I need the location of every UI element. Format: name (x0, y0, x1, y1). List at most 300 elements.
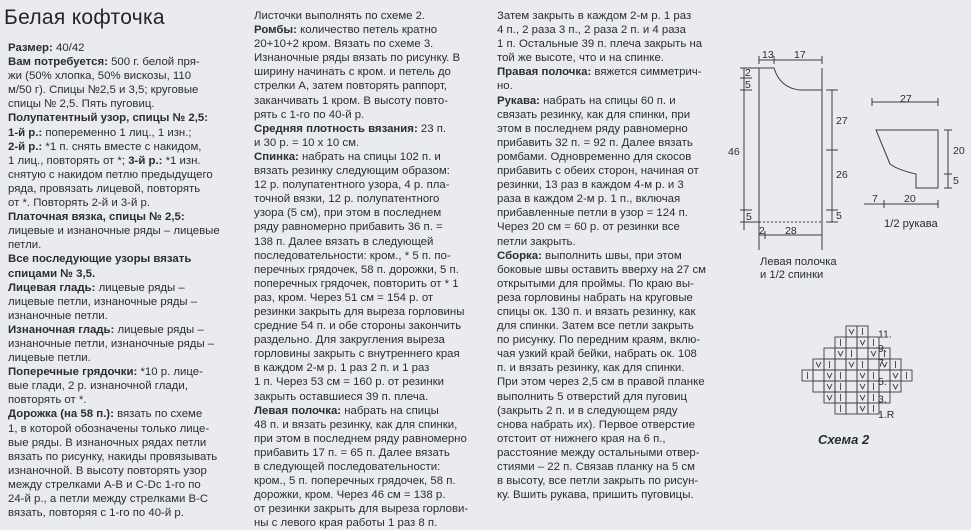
text-line (254, 9, 492, 23)
text-line (8, 281, 238, 295)
schema-symbol (893, 384, 898, 389)
text-line (254, 79, 492, 93)
schema-row-label: 5. (878, 376, 887, 388)
body-text: чая узкий край бейки, набрать ок. 108 (497, 348, 697, 361)
schema-symbol (893, 373, 898, 378)
body-text: 4 п., 2 раза 3 п., 2 раза 2 п. и 4 раза (497, 24, 686, 37)
text-line (8, 422, 238, 436)
text-line (8, 323, 238, 337)
text-line (254, 249, 492, 263)
body-text: точной вязки, 12 р. полупатентного (254, 193, 440, 206)
text-line (8, 126, 238, 140)
text-line (254, 460, 492, 474)
text-line (8, 210, 238, 224)
body-text: лицевые и изнаночные ряды – лицевые (8, 225, 220, 238)
body-text: 24-й р., а петли между стрелками В-С (8, 493, 209, 505)
body-text: от *. Повторять 2-й и 3-й р. (8, 197, 151, 210)
body-text: выполнить 5 отверстий для пуговиц (497, 390, 687, 403)
schema-cell (857, 348, 868, 359)
body-text: горловины закрыть с внутреннего края (254, 348, 460, 361)
body-text: для спинки. Затем все петли закрыть (497, 320, 694, 333)
bold-heading-text: 2-й р.: (8, 140, 46, 153)
text-line (8, 196, 238, 210)
body-text: спицы ок. 130 п. и вязать резинку, как (497, 305, 696, 318)
body-text: заканчивать 1 кром. В высоту повто- (254, 94, 448, 107)
text-line (497, 23, 719, 37)
body-text: раздельно. Для закругления выреза (254, 334, 445, 347)
schema-symbol (860, 395, 865, 400)
text-line (254, 51, 492, 65)
body-text: раза в каждом 2-м р. 1 п., включая (497, 193, 681, 206)
text-column-3 (497, 9, 719, 502)
body-text: набрать на спицы 60 п. и (543, 94, 676, 107)
schema-cell (890, 381, 901, 392)
text-line (254, 263, 492, 277)
body-text: 23 п. (420, 122, 447, 135)
body-text: ширину начинать с кром. и петель до (254, 66, 451, 79)
text-line (8, 379, 238, 393)
body-text: прибавить 17 п. = 65 п. Далее вязать (254, 446, 450, 459)
bold-heading-text: Спинка: (254, 150, 302, 163)
body-text: 48 п. и вязать резинку, как для спинки, (254, 418, 458, 431)
body-text: при этом в последнем ряду равномерно (254, 432, 467, 445)
body-text: последовательности: кром., * 5 п. по- (254, 249, 451, 262)
body-text: от резинки закрыть для выреза горлови- (254, 503, 469, 516)
front-diagram-caption: Левая полочка и 1/2 спинки (760, 256, 837, 281)
body-text: вязать, повторяя с 1-го по 40-й р. (8, 507, 184, 520)
text-line (254, 361, 492, 375)
text-line (254, 277, 492, 291)
schema-symbol (860, 406, 865, 411)
dim-top-13: 13 (762, 50, 774, 61)
bold-heading-text: Левая полочка: (254, 404, 345, 417)
body-text: 1 п. Через 53 см = 160 р. от резинки (254, 376, 445, 389)
text-line (8, 55, 238, 69)
body-text: снятую с накидом петлю предыдущего (8, 168, 213, 181)
body-text: резинки, 13 раз в каждом 4-м р. и 3 (497, 179, 684, 192)
schema-symbol (860, 340, 865, 345)
body-text: кром., 5 п. поперечных грядочек, 58 п. (254, 475, 456, 488)
text-line (497, 418, 719, 432)
text-line (254, 94, 492, 108)
body-text: узора (5 см), при этом в последнем (254, 207, 442, 220)
sleeve-dim-7: 7 (872, 193, 878, 205)
body-text: перечных грядочек, 58 п. дорожки, 5 п. (254, 263, 459, 276)
body-text: повторять от *. (8, 394, 87, 407)
body-text: лицевые петли. (8, 352, 91, 365)
body-text: прибавить 32 п. = 92 п. Далее вязать (497, 136, 693, 149)
dim-top-17: 17 (794, 50, 806, 61)
text-line (8, 393, 238, 407)
body-text: Изнаночные ряды вязать по рисунку. В (254, 52, 461, 65)
bold-heading-text: Сборка: (497, 249, 546, 262)
text-line (8, 267, 238, 281)
text-line (254, 375, 492, 389)
schema-cell (813, 381, 824, 392)
bold-heading-text: Правая полочка: (497, 66, 595, 79)
text-line (254, 178, 492, 192)
body-text: количество петель кратно (300, 24, 438, 37)
schema-symbol (827, 373, 832, 378)
body-text: вяжется симметрич- (594, 66, 702, 79)
sleeve-diagram-caption: 1/2 рукава (884, 218, 938, 230)
text-line (497, 375, 719, 389)
text-line (8, 407, 238, 421)
body-text: связать резинку, как для спинки, при (497, 108, 691, 121)
bold-heading-text: Полупатентный узор, спицы № 2,5: (8, 112, 209, 125)
schema-row-label: 7. (878, 357, 887, 370)
body-text: дорожки, кром. Через 46 см = 138 р. (254, 489, 446, 502)
body-text: жи (50% хлопка, 50% вискозы, 110 (8, 70, 192, 83)
body-text: по рисунку. По передним краям, вклю- (497, 334, 701, 347)
front-back-diagram (722, 50, 862, 250)
body-text: ряда, провязать лицевой, повторять (8, 182, 201, 195)
schema-cell (824, 381, 835, 392)
body-text: Через 20 см = 60 р. от резинки все (497, 221, 680, 234)
text-line (497, 136, 719, 150)
text-line (254, 23, 492, 37)
body-text: изнаночные петли. (8, 309, 108, 322)
text-line (8, 97, 238, 111)
text-line (8, 337, 238, 351)
body-text: снова набрать их). Первое отверстие (497, 418, 695, 431)
body-text: *1 изн. (165, 154, 201, 167)
body-text: закрыть оставшиеся 39 п. плеча. (254, 390, 429, 403)
text-line (497, 488, 719, 502)
text-line (497, 235, 719, 249)
text-line (8, 111, 238, 125)
sleeve-dim-20b: 20 (904, 193, 916, 205)
body-text: вязать резинку следующим образом: (254, 165, 450, 178)
body-text: в высоту, все петли закрыть по рисун- (497, 475, 699, 488)
bold-heading-text: Размер: (8, 42, 56, 54)
body-text: петли. (8, 239, 42, 252)
body-text: 1 п. Остальные 39 п. плеча закрыть на (497, 38, 703, 51)
text-line (254, 446, 492, 460)
text-line (497, 150, 719, 164)
dim-right-27: 27 (836, 115, 848, 127)
schema-cell (824, 392, 835, 403)
text-line (497, 65, 719, 79)
text-line (497, 9, 719, 23)
body-text: м/50 г). Спицы №2,5 и 3,5; круговые (8, 84, 199, 97)
text-line (254, 474, 492, 488)
body-text: ромбами. Одновременно для скосов (497, 150, 692, 163)
dim-left-46: 46 (728, 146, 740, 158)
dim-left-5b: 5 (746, 211, 752, 223)
body-text: вязать по схеме (117, 408, 203, 421)
body-text: открытыми для проймы. По краю вы- (497, 277, 694, 290)
body-text: в каждом 2-м р. 1 раз 2 п. и 1 раз (254, 362, 430, 375)
body-text: изнаночной. В высоту повторять узор (8, 464, 207, 477)
body-text: 1, в которой обозначены только лице- (8, 422, 210, 435)
text-line (8, 69, 238, 83)
text-line (497, 460, 719, 474)
text-line (254, 404, 492, 418)
bold-heading-text: Платочная вязка, спицы № 2,5: (8, 211, 185, 224)
text-line (254, 516, 492, 530)
page-title: Белая кофточка (4, 6, 165, 29)
text-line (254, 347, 492, 361)
schema-cell (835, 348, 846, 359)
text-line (8, 450, 238, 464)
schema-symbol (871, 351, 876, 356)
body-text: 40/42 (55, 42, 85, 54)
body-text: расстояние между остальными отвер- (497, 446, 700, 459)
sleeve-outline (876, 130, 938, 188)
schema-cell (846, 403, 857, 414)
schema-cell (813, 359, 824, 370)
text-line (497, 305, 719, 319)
body-text: лицевые ряды – (98, 281, 185, 294)
body-text: раз, кром. Через 51 см = 154 р. от (254, 291, 434, 304)
schema-cell (857, 370, 868, 381)
schema-symbol (849, 362, 854, 367)
body-text: попеременно 1 лиц., 1 изн.; (45, 126, 192, 139)
schema-cell (846, 381, 857, 392)
schema-cell (824, 348, 835, 359)
sleeve-dim-27: 27 (900, 93, 912, 105)
body-text: вязать по рисунку, накиды провязывать (8, 450, 218, 463)
schema-symbol (860, 373, 865, 378)
schema-row-label: 1.R (878, 409, 895, 421)
body-text: этом в последнем ряду равномерно (497, 122, 688, 135)
schema-cell (857, 403, 868, 414)
dim-right-26: 26 (836, 169, 848, 181)
text-line (254, 305, 492, 319)
text-line (254, 319, 492, 333)
body-text: но. (497, 80, 513, 93)
bold-heading-text: Все последующие узоры вязать (8, 253, 192, 266)
schema-row-label: 11. (878, 328, 892, 341)
sleeve-dim-20: 20 (953, 145, 965, 157)
dim-left-2: 2 (745, 67, 751, 79)
body-text: между стрелками А-В и С-Dс 1-го по (8, 478, 201, 491)
text-line (8, 436, 238, 450)
text-line (497, 333, 719, 347)
bold-heading-text: Поперечные грядочки: (8, 366, 141, 379)
body-text: вые глади, 2 р. изнаночной глади, (8, 380, 188, 393)
text-line (254, 136, 492, 150)
text-line (8, 309, 238, 323)
text-line (8, 41, 238, 55)
schema-cell (857, 381, 868, 392)
bold-heading-text: Вам потребуется: (8, 56, 112, 69)
schema-cell (846, 337, 857, 348)
text-line (8, 351, 238, 365)
bold-heading-text: спицами № 3,5. (8, 267, 96, 280)
schema-cell (890, 370, 901, 381)
body-text: в следующей последовательности: (254, 461, 441, 473)
schema-cell (846, 392, 857, 403)
sleeve-diagram (862, 92, 970, 222)
text-line (254, 192, 492, 206)
dim-bottom-2: 2 (759, 225, 765, 237)
body-text: *1 п. снять вместе с накидом, (45, 140, 202, 153)
body-text: боковые швы оставить вверху на 27 см (497, 263, 706, 276)
schema-symbol (827, 395, 832, 400)
body-text: 138 п. Далее вязать в следующей (254, 235, 434, 248)
body-text: ны с левого края работы 1 раз 8 п. (254, 517, 438, 530)
body-text: петли закрыть. (497, 235, 576, 248)
body-text: стиями – 22 п. Связав планку на 5 см (497, 461, 695, 473)
schema-row-label: 9. (878, 343, 887, 355)
body-text: отстоит от нижнего края на 6 п., (497, 432, 666, 445)
body-text: резинки закрыть для выреза горловины (254, 305, 465, 318)
schema-cell (846, 370, 857, 381)
body-text: средние 54 п. и обе стороны закончить (254, 320, 462, 333)
text-line (497, 446, 719, 460)
schema-cell (846, 326, 857, 337)
text-line (497, 178, 719, 192)
body-text: Затем закрыть в каждом 2-м р. 1 раз (497, 10, 692, 22)
dim-left-5: 5 (745, 79, 751, 91)
sleeve-dim-5: 5 (953, 175, 959, 187)
text-line (8, 295, 238, 309)
text-column-1 (8, 41, 238, 520)
body-text: (закрыть 2 п. и в следующем ряду (497, 404, 678, 417)
text-line (497, 122, 719, 136)
text-line (254, 206, 492, 220)
body-text: и 30 р. = 10 х 10 см. (254, 136, 360, 149)
text-line (254, 37, 492, 51)
body-text: изнаночные петли, изнаночные ряды – (8, 337, 215, 350)
text-line (497, 51, 719, 65)
text-line (497, 164, 719, 178)
text-line (8, 154, 238, 168)
text-line (497, 319, 719, 333)
body-text: набрать на спицы (344, 404, 439, 417)
body-text: Листочки выполнять по схеме 2. (254, 10, 426, 22)
body-text: стрелки А, затем повторять раппорт, (254, 80, 447, 93)
body-text: набрать на спицы 102 п. и (301, 150, 441, 163)
text-line (8, 140, 238, 154)
bold-heading-text: Изнаночная гладь: (8, 323, 118, 336)
text-line (8, 464, 238, 478)
text-line (497, 192, 719, 206)
body-text: лицевые ряды – (117, 323, 204, 336)
body-text: лицевые петли, изнаночные ряды – (8, 295, 198, 308)
schema-cell (835, 359, 846, 370)
dim-bottom-28: 28 (785, 225, 797, 237)
text-line (497, 108, 719, 122)
body-text: рять с 1-го по 40-й р. (254, 108, 365, 121)
text-line (497, 263, 719, 277)
text-line (254, 164, 492, 178)
text-line (497, 37, 719, 51)
schema-symbol (838, 351, 843, 356)
body-text: реза горловины набрать на круговые (497, 291, 693, 304)
text-line (8, 492, 238, 506)
text-line (254, 502, 492, 516)
text-line (254, 235, 492, 249)
body-text: 1 лиц., повторять от *; (8, 154, 129, 167)
text-line (497, 390, 719, 404)
bold-heading-text: 1-й р.: (8, 126, 46, 139)
body-text: При этом через 2,5 см в правой планке (497, 376, 705, 389)
body-text: той же высоте, что и на спинке. (497, 52, 664, 65)
text-line (497, 79, 719, 93)
text-line (497, 474, 719, 488)
bold-heading-text: Ромбы: (254, 24, 301, 37)
schema-cell (813, 370, 824, 381)
body-text: выполнить швы, при этом (545, 249, 682, 262)
text-line (497, 277, 719, 291)
body-text: прибавленные петли в узор = 124 п. (497, 207, 688, 220)
text-line (497, 94, 719, 108)
text-line (497, 404, 719, 418)
schema-symbol (849, 329, 854, 334)
dim-right-5: 5 (836, 210, 842, 222)
bold-heading-text: 3-й р.: (128, 154, 166, 167)
body-text: поперечных грядочек, повторить от * 1 (254, 277, 459, 290)
body-text: п. и вязать резинку, как для спинки. (497, 362, 685, 375)
body-text: вые ряды. В изнаночных рядах петли (8, 436, 207, 449)
bold-heading-text: Рукава: (497, 94, 544, 107)
schema-cell (824, 370, 835, 381)
body-text: 12 р. полупатентного узора, 4 р. пла- (254, 179, 450, 192)
text-line (254, 333, 492, 347)
text-line (254, 150, 492, 164)
text-line (254, 108, 492, 122)
text-line (8, 252, 238, 266)
text-line (497, 220, 719, 234)
text-line (254, 220, 492, 234)
text-line (497, 291, 719, 305)
bold-heading-text: Лицевая гладь: (8, 281, 99, 294)
body-text: прибавить с обеих сторон, начиная от (497, 165, 699, 178)
body-text: ку. Вшить рукава, пришить пуговицы. (497, 489, 694, 502)
schema-symbol (816, 362, 821, 367)
text-line (254, 65, 492, 79)
schema-symbol (860, 384, 865, 389)
text-line (8, 365, 238, 379)
text-line (497, 347, 719, 361)
schema-cell (857, 337, 868, 348)
text-line (8, 182, 238, 196)
text-line (254, 432, 492, 446)
schema-2-caption: Схема 2 (818, 432, 870, 447)
text-line (497, 361, 719, 375)
body-text: 500 г. белой пря- (111, 56, 200, 69)
text-line (254, 418, 492, 432)
text-line (8, 478, 238, 492)
text-line (254, 488, 492, 502)
schema-cell (857, 392, 868, 403)
text-line (497, 206, 719, 220)
text-line (8, 224, 238, 238)
schema-cell (846, 359, 857, 370)
body-text: *10 р. лице- (140, 366, 203, 379)
schema-2-chart (796, 322, 916, 422)
text-line (254, 122, 492, 136)
schema-row-label: 3. (878, 393, 887, 406)
body-text: спицы № 2,5. Пять пуговиц. (8, 98, 155, 111)
text-line (497, 249, 719, 263)
text-line (497, 432, 719, 446)
bold-heading-text: Дорожка (на 58 п.): (8, 408, 118, 421)
text-line (8, 168, 238, 182)
text-line (254, 390, 492, 404)
bold-heading-text: Средняя плотность вязания: (254, 122, 421, 135)
text-line (8, 238, 238, 252)
front-outline (759, 68, 822, 250)
body-text: 20+10+2 кром. Вязать по схеме 3. (254, 38, 434, 51)
schema-symbol (827, 384, 832, 389)
text-line (8, 506, 238, 520)
text-line (8, 83, 238, 97)
body-text: ряду равномерно прибавить 36 п. = (254, 221, 443, 234)
